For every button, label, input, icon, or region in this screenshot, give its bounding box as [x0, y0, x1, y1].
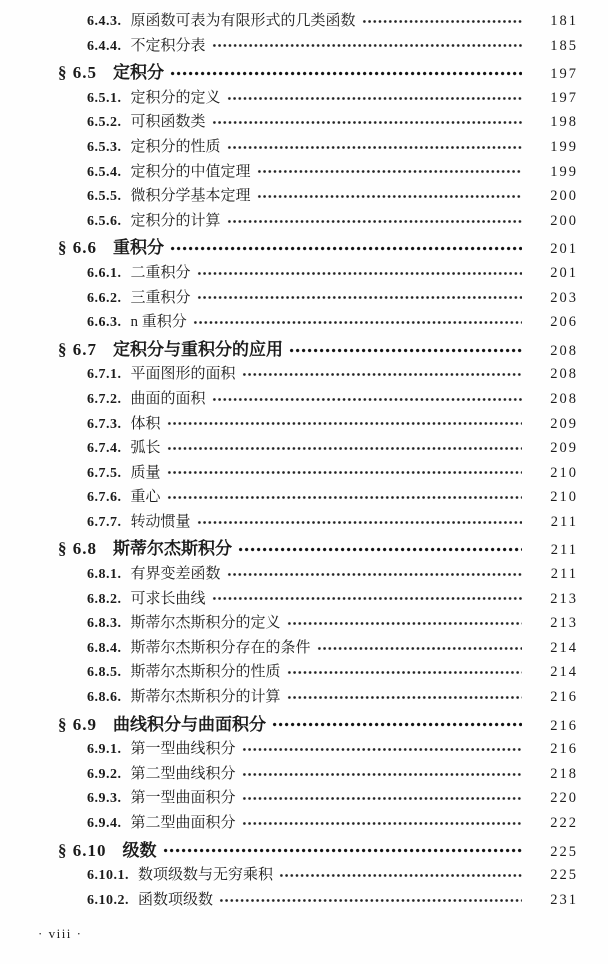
toc-entry-number: 6.8.6. — [87, 690, 122, 706]
toc-entry-page: 216 — [550, 717, 578, 734]
toc-row — [0, 685, 608, 710]
toc-entry-page: 209 — [550, 415, 578, 432]
toc-entry-number: 6.7.5. — [87, 465, 122, 481]
toc-entry-page: 185 — [550, 37, 578, 54]
toc-entry-title: 二重积分 — [130, 264, 191, 281]
toc-entry-title: 曲线积分与曲面积分 — [113, 714, 266, 734]
toc-entry-number: § 6.9 — [58, 714, 97, 734]
toc-entry-title: 定积分的性质 — [130, 138, 221, 155]
dotted-leader — [193, 319, 522, 326]
toc-row — [0, 362, 608, 387]
toc-entry-title: 定积分 — [113, 63, 164, 83]
toc-entry-number: 6.7.2. — [87, 391, 122, 407]
dotted-leader — [287, 620, 522, 627]
toc-entry-page: 208 — [550, 366, 578, 383]
toc-row — [0, 160, 608, 185]
toc-entry-number: 6.9.2. — [87, 766, 122, 782]
toc-entry-title: 三重积分 — [130, 289, 191, 306]
toc-entry-title: 可积函数类 — [130, 114, 206, 131]
toc-entry-page: 181 — [550, 13, 578, 29]
toc-row — [0, 786, 608, 811]
toc-entry-number: 6.9.3. — [87, 791, 122, 807]
toc-entry-page: 206 — [550, 314, 578, 331]
toc-entry-number: 6.10.1. — [87, 868, 129, 884]
toc-entry-title: 第一型曲面积分 — [130, 790, 236, 807]
toc-entry-number: 6.7.7. — [87, 514, 122, 530]
toc-entry-page: 210 — [550, 464, 578, 481]
toc-entry-number: 6.5.5. — [87, 189, 122, 205]
toc-entry-title: 斯蒂尔杰斯积分的定义 — [130, 615, 281, 632]
toc-entry-number: 6.6.3. — [87, 315, 122, 331]
toc-entry-title: 斯蒂尔杰斯积分存在的条件 — [130, 639, 311, 656]
toc-row — [0, 839, 608, 864]
dotted-leader — [227, 95, 522, 102]
toc-entry-number: § 6.10 — [58, 840, 107, 860]
page-number-footer: · viii · — [38, 926, 83, 941]
toc-list — [0, 9, 608, 912]
toc-entry-number: 6.9.4. — [87, 816, 122, 831]
dotted-leader — [197, 519, 522, 526]
toc-entry-number: 6.10.2. — [87, 892, 129, 908]
toc-row — [0, 9, 608, 34]
dotted-leader — [242, 795, 522, 802]
toc-entry-page: 201 — [550, 264, 578, 281]
toc-entry-title: 级数 — [122, 840, 157, 860]
toc-entry-page: 222 — [550, 815, 578, 831]
toc-row — [0, 86, 608, 111]
toc-row — [0, 713, 608, 738]
toc-entry-title: 体积 — [130, 415, 161, 432]
toc-row — [0, 412, 608, 437]
toc-entry-number: 6.7.3. — [87, 416, 122, 432]
toc-entry-title: 第一型曲线积分 — [130, 741, 236, 758]
toc-entry-number: 6.5.2. — [87, 115, 122, 131]
toc-row — [0, 34, 608, 59]
dotted-leader — [272, 721, 522, 728]
toc-entry-page: 214 — [550, 639, 578, 656]
toc-entry-page: 216 — [550, 689, 578, 706]
toc-entry-page: 200 — [550, 212, 578, 229]
toc-entry-page: 197 — [550, 89, 578, 106]
toc-entry-title: 不定积分表 — [130, 37, 206, 54]
dotted-leader — [317, 645, 522, 652]
toc-row — [0, 537, 608, 562]
toc-entry-title: 转动惯量 — [130, 513, 191, 530]
toc-row — [0, 135, 608, 160]
toc-entry-title: 重心 — [130, 489, 161, 506]
toc-row — [0, 611, 608, 636]
toc-entry-page: 203 — [550, 289, 578, 306]
toc-entry-page: 199 — [550, 138, 578, 155]
dotted-leader — [227, 571, 522, 578]
toc-entry-page: 199 — [550, 163, 578, 180]
toc-entry-number: 6.5.3. — [87, 139, 122, 155]
toc-entry-title: 原函数可表为有限形式的几类函数 — [130, 13, 356, 29]
toc-entry-title: 数项级数与无穷乘积 — [138, 867, 274, 884]
toc-row — [0, 660, 608, 685]
dotted-leader — [212, 119, 522, 126]
toc-entry-page: 220 — [550, 790, 578, 807]
toc-entry-title: n 重积分 — [130, 314, 187, 331]
toc-row — [0, 461, 608, 486]
toc-entry-title: 第二型曲线积分 — [130, 765, 236, 782]
dotted-leader — [242, 771, 522, 778]
toc-entry-title: 质量 — [130, 464, 161, 481]
dotted-leader — [242, 746, 522, 753]
dotted-leader — [170, 70, 522, 77]
toc-row — [0, 863, 608, 888]
toc-entry-number: 6.7.4. — [87, 441, 122, 457]
toc-entry-number: 6.6.2. — [87, 290, 122, 306]
toc-entry-title: 平面图形的面积 — [130, 366, 236, 383]
toc-entry-number: 6.4.3. — [87, 14, 122, 29]
toc-entry-title: 可求长曲线 — [130, 590, 206, 607]
dotted-leader — [167, 445, 522, 452]
toc-row — [0, 310, 608, 335]
toc-entry-number: 6.8.4. — [87, 640, 122, 656]
toc-entry-page: 210 — [550, 489, 578, 506]
dotted-leader — [219, 897, 522, 904]
toc-entry-title: 定积分的定义 — [130, 89, 221, 106]
dotted-leader — [287, 694, 522, 701]
toc-entry-page: 213 — [550, 590, 578, 607]
toc-row — [0, 209, 608, 234]
toc-row — [0, 61, 608, 86]
toc-row — [0, 762, 608, 787]
toc-row — [0, 485, 608, 510]
toc-entry-number: 6.5.1. — [87, 90, 122, 106]
toc-entry-page: 201 — [550, 241, 578, 258]
toc-row — [0, 338, 608, 363]
toc-row — [0, 737, 608, 762]
toc-entry-page: 216 — [550, 741, 578, 758]
dotted-leader — [197, 270, 522, 277]
toc-entry-page: 218 — [550, 765, 578, 782]
toc-entry-number: 6.6.1. — [87, 265, 122, 281]
dotted-leader — [287, 669, 522, 676]
toc-row — [0, 387, 608, 412]
toc-entry-number: 6.8.3. — [87, 616, 122, 632]
dotted-leader — [212, 595, 522, 602]
toc-entry-number: 6.8.1. — [87, 567, 122, 583]
dotted-leader — [238, 546, 522, 553]
toc-entry-number: 6.9.1. — [87, 742, 122, 758]
dotted-leader — [170, 245, 522, 252]
toc-entry-page: 211 — [550, 542, 578, 559]
toc-entry-number: 6.8.2. — [87, 591, 122, 607]
toc-entry-page: 211 — [550, 566, 578, 583]
dotted-leader — [167, 469, 522, 476]
toc-entry-title: 重积分 — [113, 238, 164, 258]
dotted-leader — [279, 872, 522, 879]
toc-entry-number: 6.7.1. — [87, 367, 122, 383]
toc-entry-title: 第二型曲面积分 — [130, 815, 236, 831]
dotted-leader — [212, 396, 522, 403]
toc-entry-title: 函数项级数 — [138, 891, 214, 908]
toc-entry-title: 斯蒂尔杰斯积分的计算 — [130, 689, 281, 706]
toc-entry-title: 定积分的计算 — [130, 212, 221, 229]
toc-entry-page: 197 — [550, 66, 578, 83]
toc-entry-title: 弧长 — [130, 440, 161, 457]
toc-entry-page: 225 — [550, 867, 578, 884]
toc-entry-number: § 6.8 — [58, 539, 97, 559]
toc-row — [0, 510, 608, 535]
dotted-leader — [163, 847, 523, 854]
dotted-leader — [289, 347, 522, 354]
toc-entry-number: 6.4.4. — [87, 38, 122, 54]
toc-entry-title: 曲面的面积 — [130, 390, 206, 407]
dotted-leader — [167, 420, 522, 427]
toc-entry-page: 211 — [550, 513, 578, 530]
toc-entry-title: 定积分的中值定理 — [130, 163, 251, 180]
toc-entry-number: § 6.5 — [58, 63, 97, 83]
toc-row — [0, 286, 608, 311]
toc-row — [0, 636, 608, 661]
toc-row — [0, 888, 608, 913]
toc-entry-number: 6.5.6. — [87, 213, 122, 229]
toc-entry-page: 209 — [550, 440, 578, 457]
toc-entry-page: 208 — [550, 390, 578, 407]
toc-row — [0, 184, 608, 209]
dotted-leader — [227, 144, 522, 151]
dotted-leader — [362, 18, 522, 25]
toc-entry-page: 214 — [550, 664, 578, 681]
toc-entry-page: 231 — [550, 891, 578, 908]
dotted-leader — [167, 494, 522, 501]
dotted-leader — [242, 820, 522, 827]
toc-entry-title: 斯蒂尔杰斯积分 — [113, 539, 232, 559]
dotted-leader — [257, 168, 522, 175]
toc-entry-page: 208 — [550, 342, 578, 359]
toc-entry-title: 斯蒂尔杰斯积分的性质 — [130, 664, 281, 681]
toc-entry-page: 200 — [550, 188, 578, 205]
toc-entry-number: § 6.6 — [58, 238, 97, 258]
toc-entry-title: 微积分学基本定理 — [130, 188, 251, 205]
toc-row — [0, 562, 608, 587]
toc-entry-page: 225 — [550, 843, 578, 860]
dotted-leader — [212, 42, 522, 49]
toc-entry-page: 213 — [550, 615, 578, 632]
toc-row — [0, 436, 608, 461]
toc-row — [0, 811, 608, 836]
dotted-leader — [197, 294, 522, 301]
dotted-leader — [257, 193, 522, 200]
toc-entry-number: 6.7.6. — [87, 490, 122, 506]
toc-entry-title: 定积分与重积分的应用 — [113, 339, 283, 359]
toc-entry-title: 有界变差函数 — [130, 566, 221, 583]
toc-entry-page: 198 — [550, 114, 578, 131]
toc-entry-number: 6.5.4. — [87, 164, 122, 180]
toc-row — [0, 587, 608, 612]
toc-row — [0, 110, 608, 135]
toc-row — [0, 261, 608, 286]
dotted-leader — [227, 218, 522, 225]
toc-entry-number: § 6.7 — [58, 339, 97, 359]
dotted-leader — [242, 371, 522, 378]
toc-row — [0, 236, 608, 261]
toc-entry-number: 6.8.5. — [87, 665, 122, 681]
